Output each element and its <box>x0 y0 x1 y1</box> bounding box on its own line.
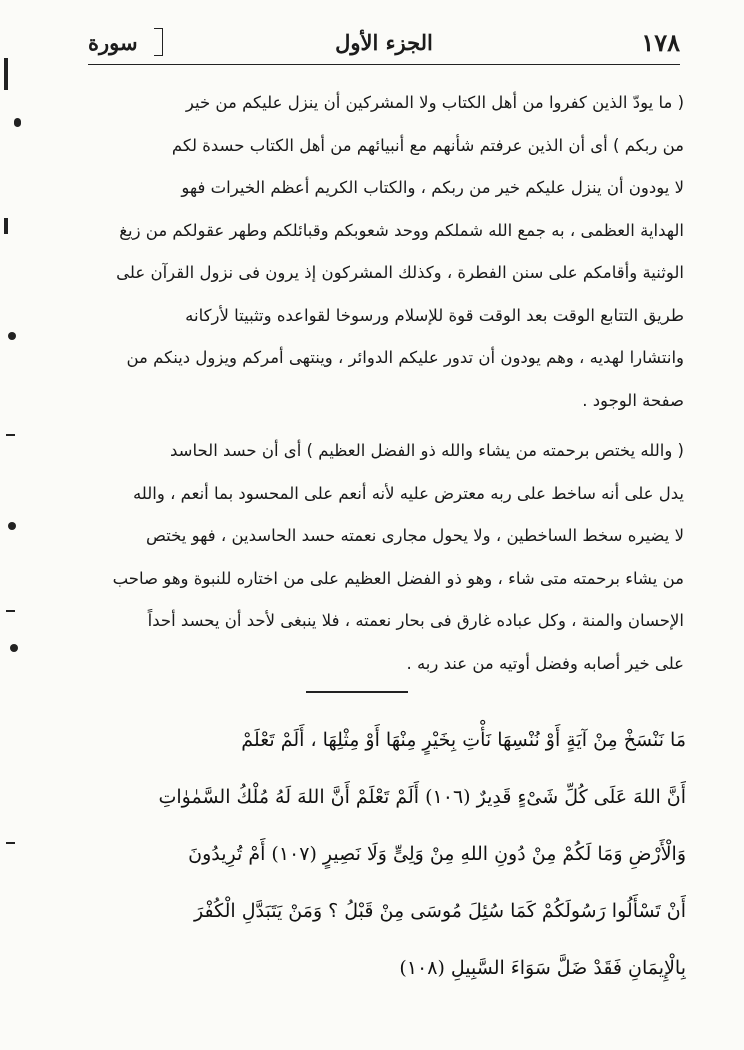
commentary-line: من يشاء برحمته متى شاء ، وهو ذو الفضل العظيم على من اختاره للنبوة وهو صاحب <box>112 568 684 588</box>
commentary-line: طريق التتابع الوقت بعد الوقت قوة للإسلام ورسوخا لقواعده وتثبيتا لأركانه <box>185 305 684 325</box>
commentary-line: يدل على أنه ساخط على ربه معترض عليه لأنه أنعم على المحسود بما أنعم ، والله <box>132 483 684 503</box>
commentary-line: من ربكم ) أى أن الذين عرفتم شأنهم مع أنبيائهم من أهل الكتاب حسدة لكم <box>171 135 684 155</box>
scan-edge-mark <box>6 610 15 612</box>
commentary-paragraph-end: صفحة الوجود . <box>582 390 684 410</box>
surah-label: سورة <box>88 30 138 55</box>
verse-line: مَا نَنْسَخْ مِنْ آيَةٍ أَوْ نُنْسِهَا نَأْتِ بِخَيْرٍ مِنْهَا أَوْ مِثْلِهَا ، أَلَمْ تَعْلَمْ <box>241 729 686 751</box>
commentary-line: ( والله يختص برحمته من يشاء والله ذو الفضل العظيم ) أى أن حسد الحاسد <box>170 441 684 460</box>
section-divider <box>306 691 408 693</box>
commentary-line: ( ما يودّ الذين كفروا من أهل الكتاب ولا المشركين أن ينزل عليكم من خير <box>185 93 684 112</box>
scan-edge-mark <box>6 842 15 844</box>
page-header <box>88 28 680 65</box>
verse-line: بِالْإِيمَانِ فَقَدْ ضَلَّ سَوَاءَ السَّبِيلِ (١٠٨) <box>399 957 686 979</box>
scan-edge-mark <box>8 522 16 530</box>
page-number: ١٧٨ <box>641 28 680 57</box>
scan-edge-mark <box>4 218 8 234</box>
scan-edge-mark <box>4 58 8 90</box>
verse-line: أَنْ تَسْأَلُوا رَسُولَكُمْ كَمَا سُئِلَ مُوسَى مِنْ قَبْلُ ؟ وَمَنْ يَتَبَدَّلِ الْكُفْرَ <box>194 900 686 922</box>
commentary-text <box>82 82 684 685</box>
header-bracket <box>154 28 163 56</box>
commentary-line: الإحسان والمنة ، وكل عباده غارق فى بحار نعمته ، فلا ينبغى لأحد أن يحسد أحداً <box>147 611 684 630</box>
scan-edge-mark <box>10 644 18 652</box>
commentary-line: لا يودون أن ينزل عليكم خير من ربكم ، والكتاب الكريم أعظم الخيرات فهو <box>181 178 684 197</box>
commentary-line: لا يضيره سخط الساخطين ، ولا يحول مجارى نعمته حسد الحاسدين ، فهو يختص <box>145 526 684 545</box>
scan-edge-mark <box>6 434 15 436</box>
commentary-paragraph-end: على خير أصابه وفضل أوتيه من عند ربه . <box>406 653 684 673</box>
verse-line: أَنَّ اللهَ عَلَى كُلِّ شَىْءٍ قَدِيرٌ (١٠٦) أَلَمْ تَعْلَمْ أَنَّ اللهَ لَهُ مُلْكُ السَّمٰوٰاتِ <box>158 786 686 808</box>
verse-line: وَالْأَرْضِ وَمَا لَكُمْ مِنْ دُونِ اللهِ مِنْ وَلِىٍّ وَلَا نَصِيرٍ (١٠٧) أَمْ تُرِيدُونَ <box>188 843 686 865</box>
scan-edge-mark <box>8 332 16 340</box>
quran-verses <box>80 712 686 997</box>
commentary-line: وانتشارا لهديه ، وهم يودون أن تدور عليكم الدوائر ، وينتهى أمركم ويزول دينكم من <box>126 348 684 367</box>
scan-edge-mark <box>14 118 21 127</box>
commentary-line: الوثنية وأقامكم على سنن الفطرة ، وكذلك المشركون إذ يرون فى نزول القرآن على <box>116 263 684 282</box>
part-title: الجزء الأول <box>335 30 433 55</box>
commentary-line: الهداية العظمى ، به جمع الله شملكم ووحد شعوبكم وقبائلكم وطهر عقولكم من زيغ <box>119 220 684 240</box>
